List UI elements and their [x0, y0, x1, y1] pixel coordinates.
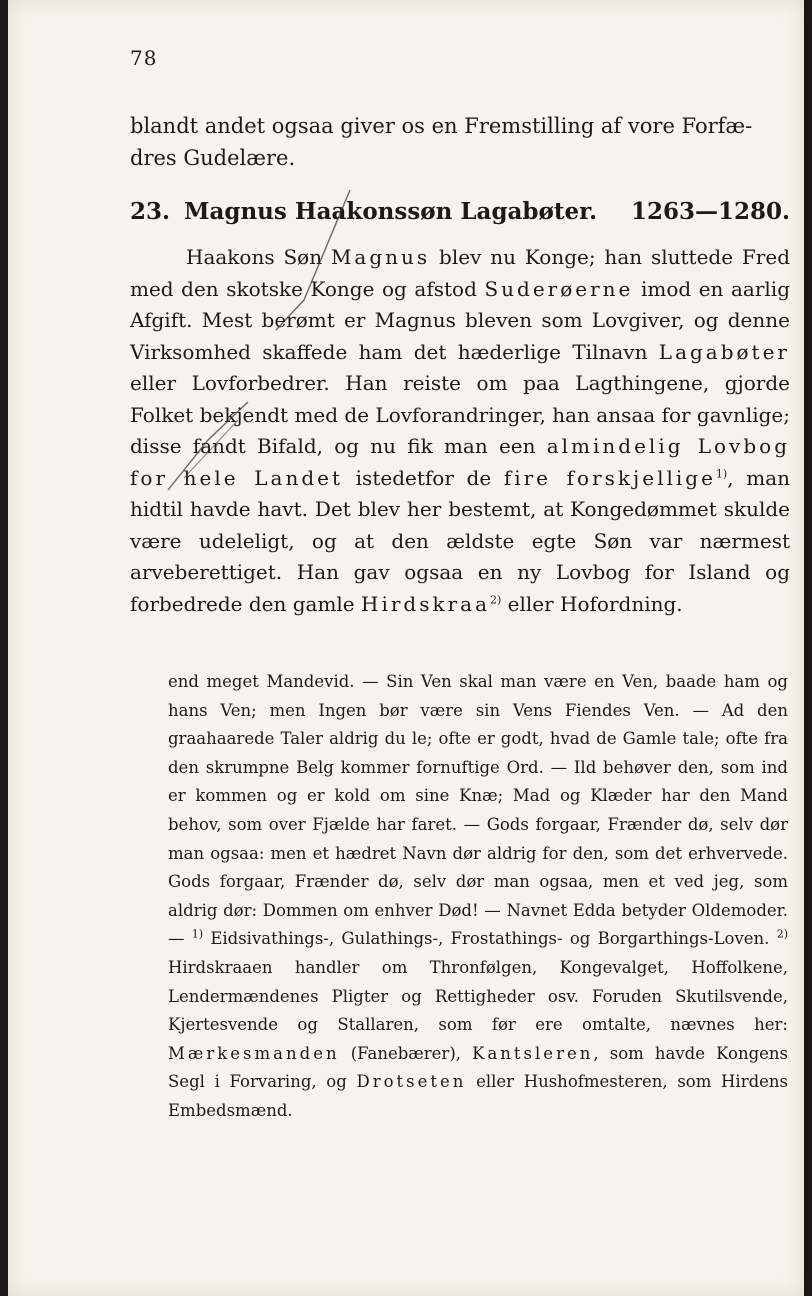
section-heading — [130, 198, 790, 225]
section-body — [130, 242, 790, 620]
text-run: imod en aarlig Afgift. Mest berømt er Magnus bleven som Lovgiver, og denne Virksomhed skaffede ham det hæderlige Tilnavn — [130, 276, 790, 364]
footnote-mark-1: 1) — [191, 927, 204, 941]
footnote-2: (Fanebærer), — [339, 1043, 473, 1063]
spaced-phrase-lovbog: almindelig Lovbog for hele Landet — [130, 434, 790, 490]
footnote-mark-2: 2) — [776, 927, 788, 941]
body-paragraph — [130, 242, 790, 620]
book-page — [8, 0, 804, 1296]
spaced-name-lagaboter: Lagabøter — [658, 339, 790, 364]
spaced-name-suderoerne: Suderøerne — [484, 276, 634, 301]
footnotes — [168, 668, 788, 1126]
text-run: , man hidtil havde havt. Det blev her bestemt, at Kongedømmet skulde være udeleligt, og at den ældste egte Søn var nærmest arveberettiget. Han gav ogsaa en ny Lovbog for Island og forbedrede den gamle — [130, 465, 790, 616]
text-run: Haakons Søn — [186, 245, 331, 269]
footnote-2: eller Hushofmesteren, som Hirdens Embedsmænd. — [168, 1072, 788, 1120]
page-number: 78 — [130, 46, 158, 70]
section-title: Magnus Haakonssøn Lagabøter. — [184, 198, 598, 225]
spaced-name-hirdskraa: Hirdskraa — [361, 591, 490, 616]
spaced-name-magnus: Magnus — [330, 245, 431, 269]
footnote-text — [168, 668, 788, 1126]
text-run: istedetfor de — [343, 465, 504, 490]
heading-left — [130, 198, 611, 225]
footnote-1: Eidsivathings-, Gulathings-, Frostathings- og Borgarthings-Loven. — [203, 929, 770, 949]
spaced-term: Kantsleren — [472, 1043, 594, 1063]
footnote-ref-1: 1) — [715, 466, 728, 480]
footnote-2: , som havde Kongens Segl i Forvaring, og — [168, 1043, 788, 1092]
spaced-term: Mærkesmanden — [168, 1043, 340, 1063]
spaced-phrase-forskjellige: fire forskjellige — [503, 465, 716, 490]
section-years: 1263—1280. — [630, 198, 790, 225]
text-run: blev nu Konge; han sluttede Fred med den skotske Konge og afstod — [130, 245, 791, 301]
section-number: 23. — [130, 198, 171, 225]
text-run: eller Hofordning. — [501, 591, 683, 616]
footnote-2: Hirdskraaen handler om Thronfølgen, Kongevalget, Hoffolkene, Lendermændenes Pligter og Rettigheder osv. Foruden Skutilsvende, Kjertesvende og Stallaren, som før ere omtalte, nævnes her: — [168, 957, 788, 1035]
text-run: eller Lovforbedrer. Han reiste om paa Lagthingene, gjorde Folket bekjendt med de Lovforandringer, han ansaa for gavnlige; disse fandt Bifald, og nu fik man een — [130, 371, 790, 458]
footnote-continuation: end meget Mandevid. — Sin Ven skal man være en Ven, baade ham og hans Ven; men Ingen bør være sin Vens Fiendes Ven. — Ad den graahaarede Taler aldrig du le; ofte er godt, hvad de Gamle tale; ofte fra den skrumpne Belg kommer fornuftige Ord. — Ild behøver den, som ind er kommen og er kold om sine Knæ; Mad og Klæder har den Mand behov, som over Fjælde har faret. — Gods forgaar, Frænder dø, selv dør man ogsaa: men et hædret Navn dør aldrig for den, som det erhvervede. Gods forgaar, Frænder dø, selv dør man ogsaa, men et ved jeg, som aldrig dør: Dommen om enhver Død! — Navnet Edda betyder Oldemoder. — — [168, 672, 788, 949]
intro-text: blandt andet ogsaa giver os en Fremstilling af vore Forfædres Gudelære. — [130, 114, 753, 170]
footnote-ref-2: 2) — [490, 592, 502, 606]
spaced-term: Drotseten — [356, 1072, 467, 1092]
